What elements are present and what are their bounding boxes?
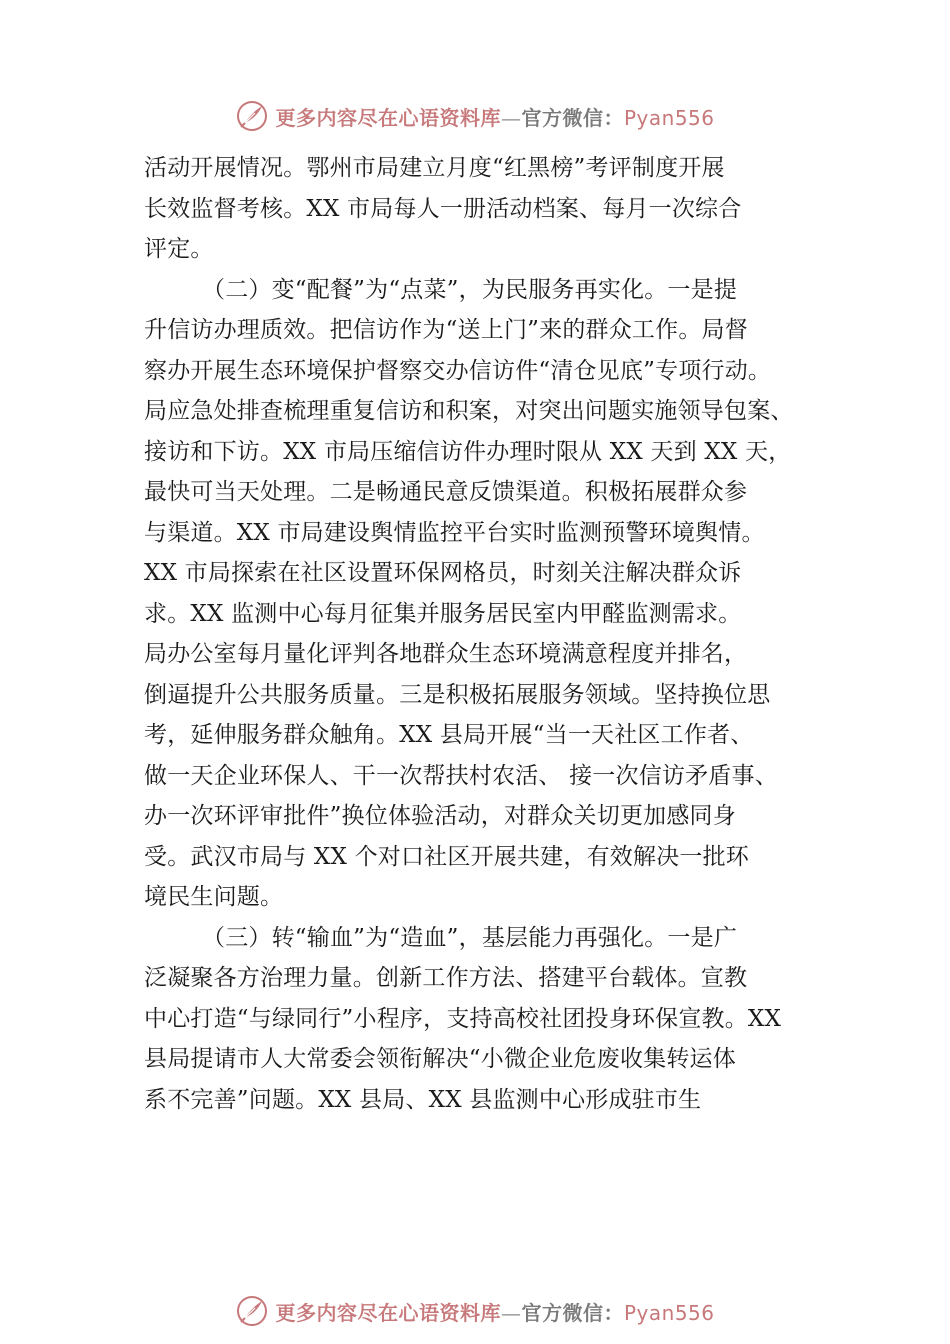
text-line: 察办开展生态环境保护督察交办信访件“清仓见底”专项行动。 [144,357,772,384]
text-line: 县局提请市人大常委会领衔解决“小微企业危废收集转运体 [144,1046,736,1072]
quill-logo-icon [235,1294,269,1328]
text-line: 倒逼提升公共服务质量。三是积极拓展服务领域。坚持换位思 [144,681,771,708]
text-line: XX 市局探索在社区设置环保网格员，时刻关注解决群众诉 [144,560,742,586]
quill-logo-icon [235,99,269,133]
watermark-separator: — [500,1300,522,1325]
footer-watermark [0,1291,950,1331]
watermark-text [275,1297,714,1326]
watermark-brand: 更多内容尽在心语资料库 [275,105,501,130]
text-line: 受。武汉市局与 XX 个对口社区开展共建，有效解决一批环 [144,843,749,870]
text-line: 系不完善”问题。XX 县局、XX 县监测中心形成驻市生 [144,1086,702,1113]
watermark-wechat-id: Pyan556 [623,1300,715,1325]
text-line: 泛凝聚各方治理力量。创新工作方法、搭建平台载体。宣教 [144,965,748,991]
text-line: 中心打造“与绿同行”小程序，支持高校社团投身环保宣教。XX [144,1005,782,1032]
watermark-brand: 更多内容尽在心语资料库 [275,1300,501,1325]
text-line: 评定。 [144,236,214,262]
text-line: 办一次环评审批件”换位体验活动，对群众关切更加感同身 [144,803,736,829]
text-line: 活动开展情况。鄂州市局建立月度“红黑榜”考评制度开展 [144,155,725,181]
header-watermark [0,96,950,136]
watermark-text [275,102,714,131]
text-line: 境民生问题。 [144,884,284,910]
text-line: （二）变“配餐”为“点菜”，为民服务再实化。一是提 [202,276,738,303]
text-line: 与渠道。XX 市局建设舆情监控平台实时监测预警环境舆情。 [144,519,765,546]
text-line: 求。XX 监测中心每月征集并服务居民室内甲醛监测需求。 [144,600,742,627]
text-line: （三）转“输血”为“造血”，基层能力再强化。一是广 [202,924,738,951]
watermark-separator: — [500,105,522,130]
text-line: 做一天企业环保人、干一次帮扶村农活、 接一次信访矛盾事、 [144,762,778,789]
watermark-wechat-id: Pyan556 [623,105,715,130]
text-line: 局应急处排查梳理重复信访和积案，对突出问题实施领导包案、 [144,398,794,424]
watermark-official: 官方微信： [521,1300,624,1325]
text-line: 局办公室每月量化评判各地群众生态环境满意程度并排名， [144,641,748,667]
document-body [144,148,814,1120]
text-line: 考，延伸服务群众触角。XX 县局开展“当一天社区工作者、 [144,722,754,748]
text-line: 接访和下访。XX 市局压缩信访件办理时限从 XX 天到 XX 天， [144,438,792,465]
text-line: 最快可当天处理。二是畅通民意反馈渠道。积极拓展群众参 [144,479,748,505]
watermark-official: 官方微信： [521,105,624,130]
text-line: 长效监督考核。XX 市局每人一册活动档案、每月一次综合 [144,195,742,222]
text-line: 升信访办理质效。把信访作为“送上门”来的群众工作。局督 [144,317,748,343]
